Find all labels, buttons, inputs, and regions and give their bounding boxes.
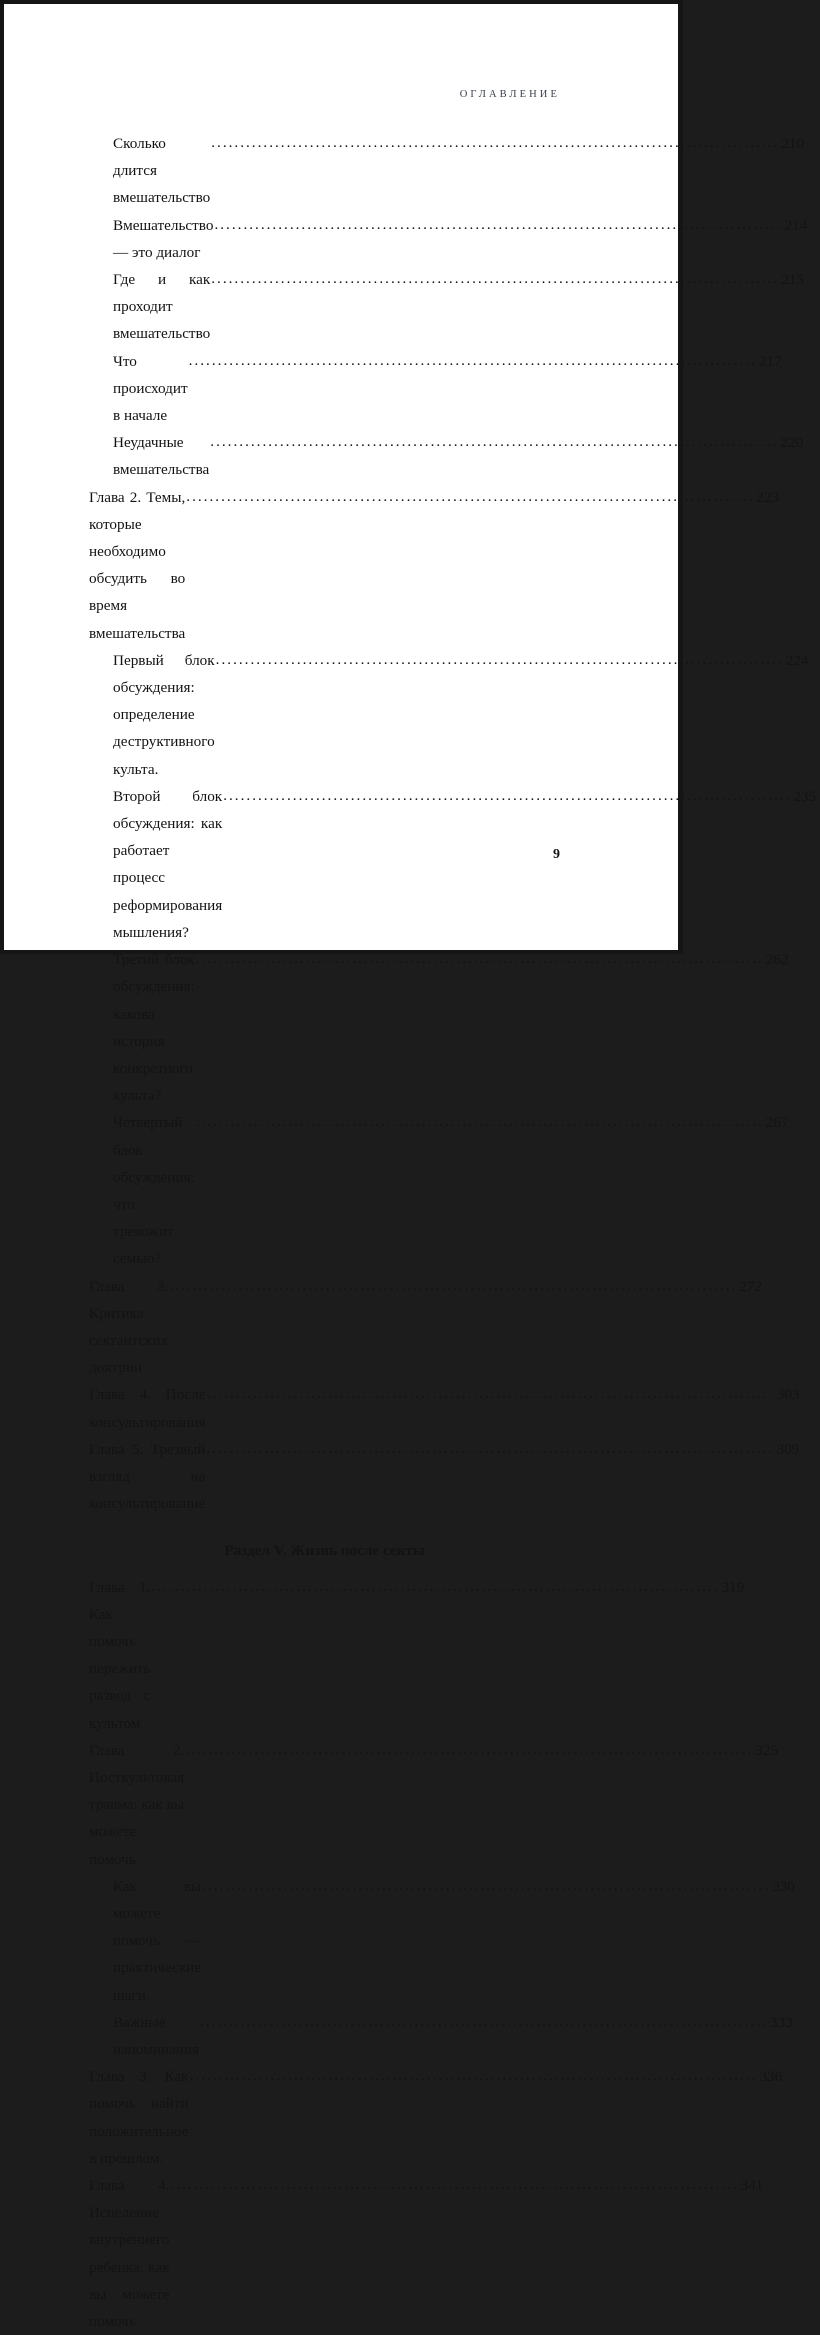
toc-entry-title: Вмешательство — это диалог xyxy=(113,216,214,261)
toc-dot-leader xyxy=(216,646,784,673)
toc-entry-title: Глава 4. После консультирования xyxy=(89,1386,206,1431)
toc-entry-title: Глава 4. Исцеление внутреннего ребенка: как вы можете помочь xyxy=(89,2177,170,2331)
toc-entry xyxy=(113,783,817,946)
toc-dot-leader xyxy=(186,483,754,510)
toc-entry-page-number: 215 xyxy=(781,271,805,289)
toc-entry xyxy=(89,484,780,647)
toc-entry xyxy=(113,647,809,783)
toc-entry xyxy=(89,2063,783,2172)
toc-entry-title: Глава 1. Как помочь пережить развод с культом xyxy=(89,1578,151,1732)
toc-entry xyxy=(89,1436,800,1518)
toc-entry-title: Глава 3. Критика сектантских доктрин xyxy=(89,1277,169,1377)
toc-entry xyxy=(89,1273,763,1382)
toc-entry-page-number: 272 xyxy=(739,1277,763,1295)
toc-entry-page-number: 303 xyxy=(776,1386,800,1404)
toc-dot-leader xyxy=(206,1435,774,1462)
toc-entry-title: Сколько длится вмешательство xyxy=(113,135,211,207)
toc-entry-title: Глава 2. Посткультовая травма: как вы можете помочь xyxy=(89,1741,185,1868)
toc-entry-row xyxy=(113,348,782,430)
toc-entry-title: Второй блок обсуждения: как работает процесс реформирования мышления? xyxy=(113,787,223,941)
toc-dot-leader xyxy=(189,347,757,374)
toc-entry-title: Глава 2. Темы, которые необходимо обсудить во время вмешательства xyxy=(89,488,186,642)
toc-dot-leader xyxy=(151,1573,719,1600)
toc-entry-page-number: 217 xyxy=(758,352,782,370)
toc-entry xyxy=(113,1873,796,2009)
toc-entry-row xyxy=(89,1574,745,1737)
toc-entry-row xyxy=(89,2063,783,2172)
toc-entry-page-number: 341 xyxy=(740,2177,764,2195)
toc-entry-row xyxy=(89,1436,800,1518)
toc-entry-row xyxy=(113,212,808,266)
toc-dot-leader xyxy=(171,2171,739,2198)
table-of-contents xyxy=(89,130,817,2335)
toc-entry xyxy=(113,266,805,348)
toc-entry-page-number: 319 xyxy=(721,1578,745,1596)
toc-dot-leader xyxy=(169,1272,737,1299)
toc-entry-page-number: 325 xyxy=(755,1741,778,1759)
toc-entry xyxy=(89,1737,778,1873)
toc-entry-title: Четвертый блок обсуждения: что тревожит семью? xyxy=(113,1114,195,1268)
toc-entry-row xyxy=(89,2172,764,2335)
toc-entry-row xyxy=(113,1109,789,1272)
toc-dot-leader xyxy=(214,211,782,238)
toc-dot-leader xyxy=(207,1380,775,1407)
toc-entry-row xyxy=(89,1273,763,1382)
toc-entry-page-number: 223 xyxy=(756,488,780,506)
toc-entry xyxy=(113,348,782,430)
toc-dot-leader xyxy=(185,1736,753,1763)
toc-dot-leader xyxy=(196,1108,764,1135)
toc-dot-leader xyxy=(210,428,778,455)
toc-entry-page-number: 330 xyxy=(772,1877,796,1895)
toc-entry-row xyxy=(89,1737,778,1873)
toc-entry xyxy=(113,130,805,212)
toc-entry-row xyxy=(113,946,789,1109)
part-heading: Раздел V. Жизнь после секты xyxy=(224,1542,425,1560)
toc-dot-leader xyxy=(189,2062,757,2089)
toc-dot-leader xyxy=(211,129,779,156)
toc-entry-title: Неудачные вмешательства xyxy=(113,434,210,479)
toc-dot-leader xyxy=(223,782,791,809)
toc-entry xyxy=(113,1109,789,1272)
running-head: ОГЛАВЛЕНИЕ xyxy=(459,89,560,100)
toc-entry-page-number: 210 xyxy=(781,135,805,152)
toc-entry-page-number: 336 xyxy=(759,2068,783,2086)
toc-entry-page-number: 267 xyxy=(765,1114,789,1132)
toc-dot-leader xyxy=(196,945,764,972)
toc-entry-page-number: 214 xyxy=(784,216,808,234)
toc-dot-leader xyxy=(200,2008,768,2035)
toc-entry-title: Важные напоминания xyxy=(113,2013,199,2059)
toc-entry-row xyxy=(113,2009,793,2063)
toc-entry xyxy=(113,212,808,266)
toc-entry-page-number: 224 xyxy=(785,651,809,669)
toc-entry-row xyxy=(113,647,809,783)
toc-entry-row xyxy=(113,1873,796,2009)
toc-entry-page-number: 235 xyxy=(793,787,817,805)
toc-entry xyxy=(113,429,804,483)
toc-dot-leader xyxy=(202,1872,770,1899)
toc-entry xyxy=(113,946,789,1109)
toc-entry-row xyxy=(113,266,805,348)
toc-entry-title: Как вы можете помочь — практические шаги. xyxy=(113,1877,202,2004)
toc-section-before-part xyxy=(89,130,817,1517)
toc-entry xyxy=(113,2009,793,2063)
toc-entry-row xyxy=(113,783,817,946)
toc-entry-page-number: 309 xyxy=(776,1440,800,1458)
toc-dot-leader xyxy=(211,265,779,292)
page-number-folio: 9 xyxy=(553,847,560,862)
toc-entry-title: Глава 3. Как помочь найти положительное в прошлом. xyxy=(89,2068,189,2167)
toc-entry-page-number: 333 xyxy=(770,2013,793,2031)
toc-entry-page-number: 220 xyxy=(780,434,804,452)
toc-entry-title: Глава 5. Трезвый взгляд на консультирование xyxy=(89,1440,206,1513)
toc-entry-title: Первый блок обсуждения: определение деструктивного культа. xyxy=(113,651,215,778)
toc-entry xyxy=(89,2172,764,2335)
toc-entry xyxy=(89,1574,745,1737)
toc-entry-row xyxy=(89,484,780,647)
toc-entry-title: Третий блок обсуждения: какова история конкретного культа? xyxy=(113,951,195,1105)
toc-entry-row xyxy=(89,1381,800,1435)
toc-entry-page-number: 262 xyxy=(765,951,789,969)
book-page xyxy=(4,4,817,2331)
toc-entry-title: Где и как проходит вмешательство xyxy=(113,271,211,343)
toc-entry-row xyxy=(113,429,804,483)
toc-entry-row xyxy=(113,130,805,212)
toc-entry xyxy=(89,1381,800,1435)
toc-section-after-part xyxy=(89,1574,796,2335)
toc-entry-title: Что происходит в начале xyxy=(113,352,188,425)
